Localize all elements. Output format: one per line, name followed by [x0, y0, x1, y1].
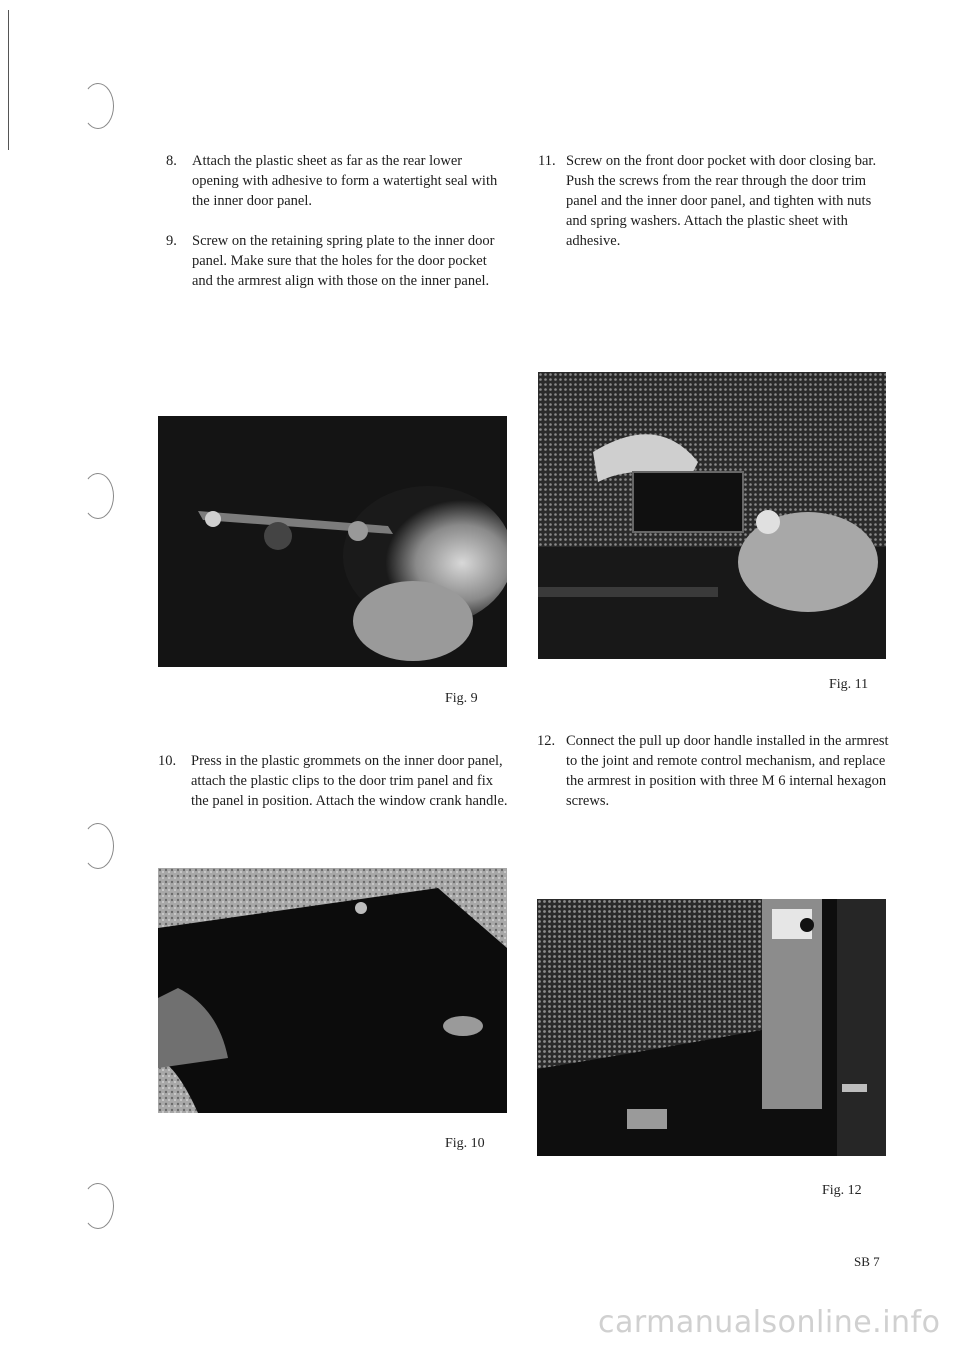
punch-hole-icon — [82, 823, 114, 869]
step-number: 10. — [158, 753, 177, 769]
binding-edge-line — [8, 10, 9, 150]
watermark-text: carmanualsonline.info — [598, 1305, 941, 1340]
figure-9-caption: Fig. 9 — [445, 691, 478, 706]
punch-hole-icon — [82, 83, 114, 129]
step-text: Connect the pull up door handle installed in the armrest to the joint and remote control mechanism, and replace the armrest in position with three M 6 internal hexagon screws. — [566, 733, 889, 809]
step-number: 8. — [166, 153, 177, 169]
page-code: SB 7 — [854, 1254, 880, 1269]
step-text: Screw on the front door pocket with door closing bar. Push the screws from the rear through the door trim panel and the inner door panel, and tighten with nuts and spring washers. Attach the plastic sheet with adhesive. — [566, 153, 877, 249]
step-number: 12. — [537, 733, 556, 749]
step-number: 11. — [538, 153, 556, 169]
figure-10-caption: Fig. 10 — [445, 1136, 485, 1151]
figure-12-image — [537, 899, 886, 1156]
figure-9-image — [158, 416, 507, 667]
step-text: Screw on the retaining spring plate to the inner door panel. Make sure that the holes for the door pocket and the armrest align with those on the inner panel. — [192, 233, 495, 289]
figure-9-photo — [158, 416, 507, 667]
figure-12-caption: Fig. 12 — [822, 1183, 862, 1198]
punch-hole-icon — [82, 1183, 114, 1229]
step-text: Press in the plastic grommets on the inner door panel, attach the plastic clips to the door trim panel and fix the panel in position. Attach the window crank handle. — [191, 753, 508, 809]
figure-10-image — [158, 868, 507, 1113]
step-text: Attach the plastic sheet as far as the rear lower opening with adhesive to form a watertight seal with the inner door panel. — [192, 153, 498, 209]
figure-11-caption: Fig. 11 — [829, 677, 869, 692]
figure-11-image — [538, 372, 886, 659]
figure-10-photo — [158, 868, 507, 1113]
figure-12-photo — [537, 899, 886, 1156]
step-number: 9. — [166, 233, 177, 249]
figure-11-photo — [538, 372, 886, 659]
punch-hole-icon — [82, 473, 114, 519]
